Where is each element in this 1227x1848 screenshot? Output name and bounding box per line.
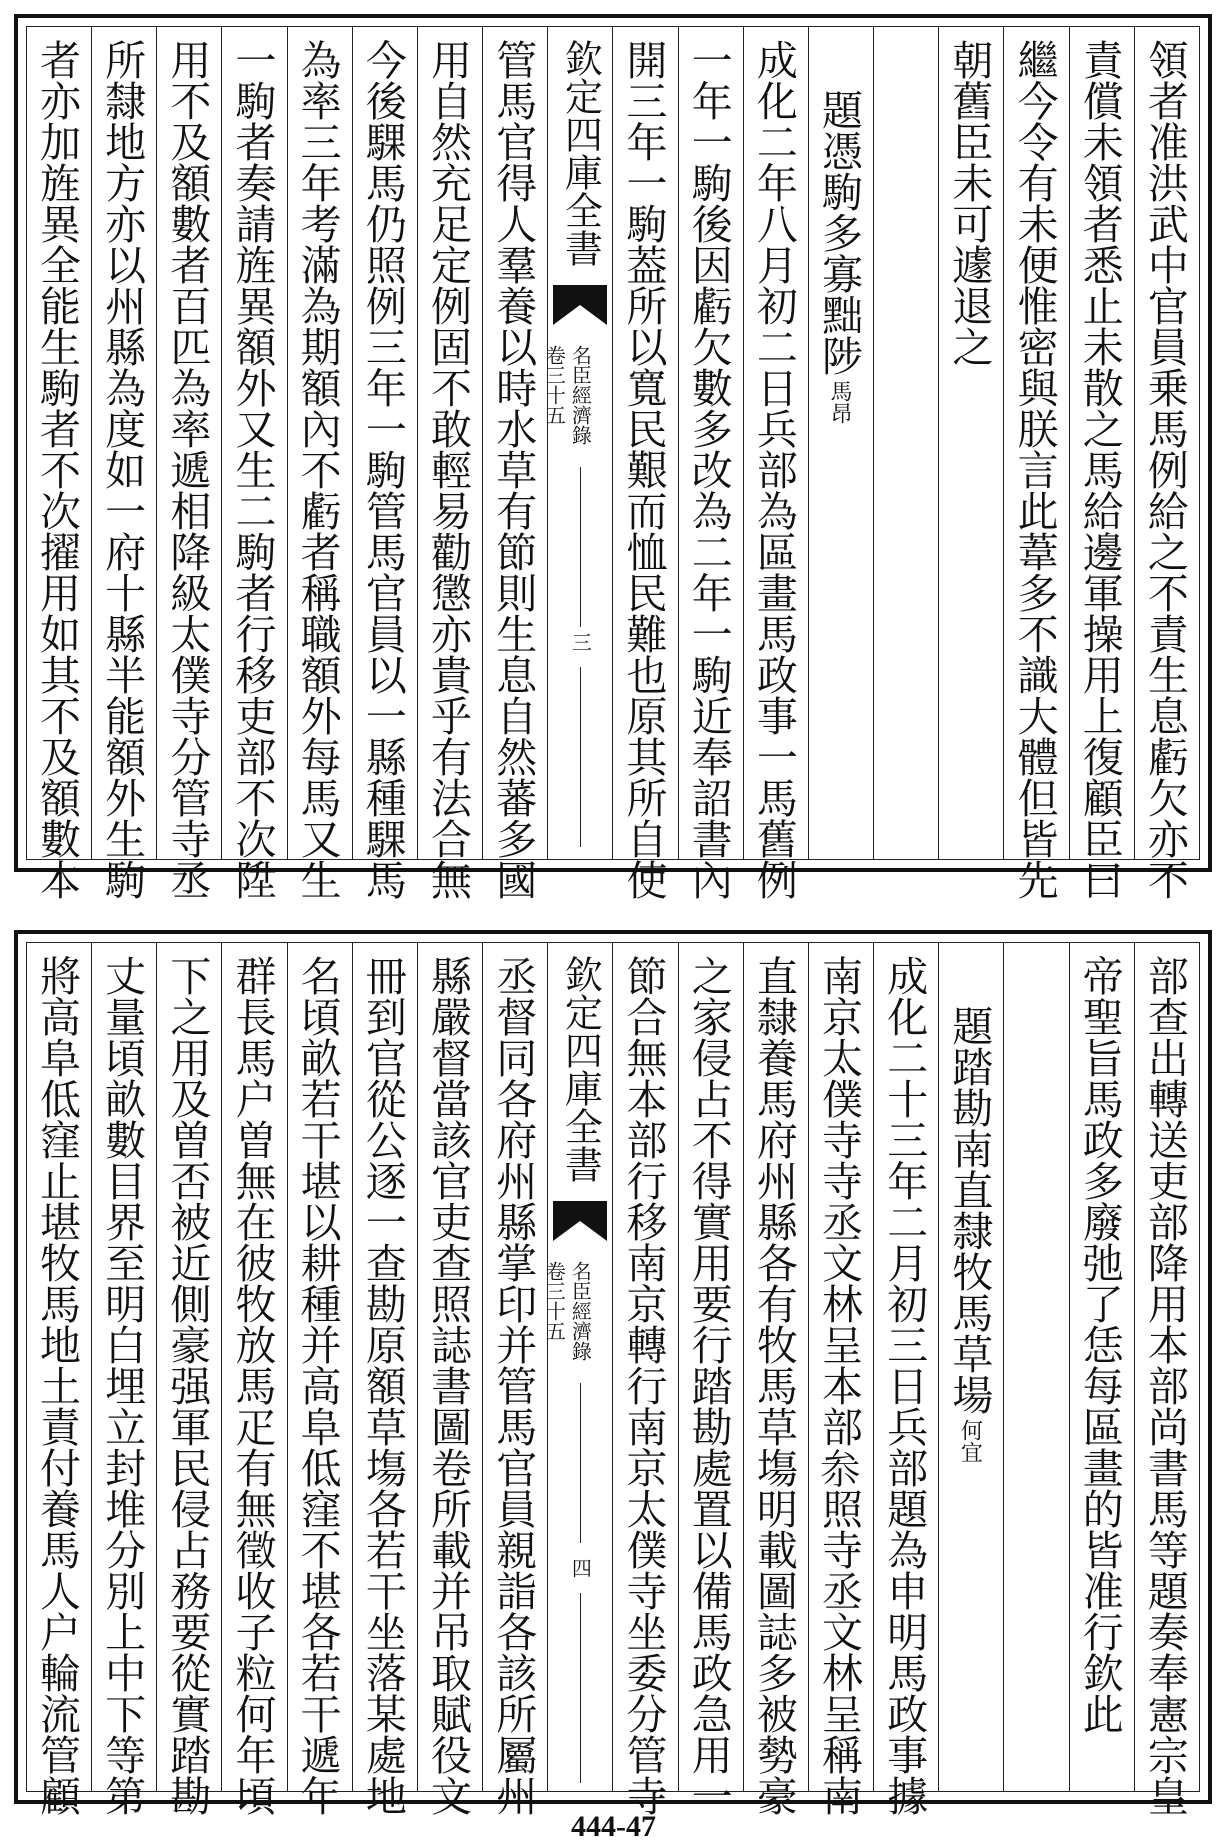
- page-spine: [542, 27, 612, 859]
- column-text: 將高阜低窪止堪牧馬地土責付養馬人户輪流管顧: [32, 955, 81, 1816]
- top-page-columns: [27, 27, 1199, 900]
- text-column: [873, 27, 938, 859]
- text-column: [27, 943, 91, 1816]
- text-column: [1003, 27, 1068, 900]
- section-author: 何宜: [957, 1419, 983, 1463]
- text-column: [1069, 943, 1134, 1791]
- text-column: [91, 27, 156, 900]
- text-column: [91, 943, 156, 1816]
- section-title: [815, 89, 864, 424]
- section-title-column: [938, 943, 1003, 1791]
- text-column: [1003, 943, 1068, 1791]
- text-column: [482, 27, 547, 900]
- column-text: 者亦加旌異全能生駒者不次擢用如其不及額數本: [32, 39, 81, 900]
- column-text: 用自然充足定例固不敢輕易勸懲亦貴乎有法合無: [424, 39, 473, 900]
- text-column: [808, 943, 873, 1816]
- column-text: 縣嚴督當該官吏查照誌書圖卷所載并吊取賦役文: [424, 955, 473, 1816]
- fish-tail-mark-icon: [553, 285, 607, 325]
- text-column: [1134, 27, 1199, 900]
- column-text: 用不及額數者百匹為率遞相降級太僕寺分管寺丞: [163, 39, 212, 900]
- text-column: [743, 27, 808, 900]
- bottom-page: [14, 930, 1212, 1816]
- column-text: 成化二年八月初二日兵部為區畫馬政事一馬舊例: [749, 39, 798, 900]
- page-number-mark: 三: [568, 632, 593, 652]
- top-page: [14, 14, 1212, 900]
- volume-label: 卷三十五: [542, 345, 567, 425]
- section-title-text: 題踏勘南直隸牧馬草場: [945, 1005, 994, 1415]
- text-column: [221, 943, 286, 1816]
- text-column: [612, 27, 677, 900]
- text-column: [417, 27, 482, 900]
- column-text: 領者准洪武中官員乗馬例給之不責生息虧欠亦不: [1140, 39, 1189, 900]
- footer-page-number: 444-47: [571, 1810, 656, 1843]
- text-column: [352, 27, 417, 900]
- column-text: 丞督同各府州縣掌印并管馬官員親詣各該所屬州: [489, 955, 538, 1816]
- text-column: [352, 943, 417, 1816]
- text-column: [938, 27, 1003, 859]
- column-text: 下之用及曽否被近側豪强軍民侵占務要從實踏勘: [163, 955, 212, 1816]
- text-column: [1069, 27, 1134, 900]
- text-column: [1134, 943, 1199, 1816]
- text-column: [156, 27, 221, 900]
- column-text: 節合無本部行移南京轉行南京太僕寺坐委分管寺: [619, 955, 668, 1816]
- column-text: 今後騍馬仍照例三年一駒管馬官員以一縣種騍馬: [358, 39, 407, 900]
- column-text: 為率三年考滿為期額內不虧者稱職額外每馬又生: [293, 39, 342, 900]
- column-text: 朝舊臣未可遽退之: [945, 39, 994, 367]
- spine-line: [580, 667, 581, 847]
- column-text: 繼今令有未便惟密與朕言此葦多不識大體但皆先: [1010, 39, 1059, 900]
- text-column: [873, 943, 938, 1816]
- column-text: 一年一駒後因虧欠數多改為二年一駒近奉詔書內: [684, 39, 733, 900]
- column-text: 所隸地方亦以州縣為度如一府十縣半能額外生駒: [98, 39, 147, 900]
- column-text: 一駒者奏請旌異額外又生二駒者行移吏部不次陞: [228, 39, 277, 900]
- column-text: 成化二十三年二月初三日兵部題為申明馬政事據: [880, 955, 929, 1816]
- text-column: [612, 943, 677, 1816]
- collection-title: 欽定四庫全書: [558, 39, 603, 267]
- page-number-mark: 四: [568, 1558, 593, 1578]
- column-text: 責償未領者悉止未散之馬給邊軍操用上復顧臣曰: [1075, 39, 1124, 900]
- text-column: [287, 27, 352, 900]
- column-text: 管馬官得人羣養以時水草有節則生息自然蕃多國: [489, 39, 538, 900]
- top-page-frame: [26, 26, 1200, 900]
- column-text: 名頃畝若干堪以耕種并高阜低窪不堪各若干遞年: [293, 955, 342, 1816]
- column-text: 直隸養馬府州縣各有牧馬草塲明載圖誌多被勢豪: [749, 955, 798, 1816]
- page-spine: [542, 943, 612, 1791]
- section-title-text: 題憑駒多寡黜陟: [815, 89, 864, 376]
- text-column: [417, 943, 482, 1816]
- text-column: [287, 943, 352, 1816]
- column-text: 南京太僕寺寺丞文林呈本部𠫭照寺丞文林呈稱南: [815, 955, 864, 1816]
- text-column: [678, 943, 743, 1816]
- column-text: 開三年一駒葢所以寬民艱而恤民難也原其所自使: [619, 39, 668, 900]
- book-title: 名臣經濟錄: [568, 345, 593, 445]
- column-text: 之家侵占不得實用要行踏勘處置以備馬政急用一: [684, 955, 733, 1816]
- spine-line: [580, 1593, 581, 1783]
- collection-title: 欽定四庫全書: [558, 955, 603, 1183]
- text-column: [156, 943, 221, 1816]
- text-column: [27, 27, 91, 900]
- column-text: 部查出轉送吏部降用本部尚書馬等題奏奉憲宗皇: [1140, 955, 1189, 1816]
- text-column: [221, 27, 286, 900]
- column-text: 帝聖旨馬政多廢弛了恁每區畫的皆准行欽此: [1075, 955, 1124, 1734]
- book-title: 名臣經濟錄: [568, 1261, 593, 1361]
- section-title-column: [808, 27, 873, 859]
- spine-line: [580, 1383, 581, 1543]
- column-text: 丈量頃畝數目界至明白埋立封堆分別上中下等第: [98, 955, 147, 1816]
- column-text: 冊到官從公逐一查勘原額草塲各若干坐落某處地: [358, 955, 407, 1816]
- volume-label: 卷三十五: [542, 1261, 567, 1341]
- text-column: [678, 27, 743, 900]
- section-author: 馬昂: [827, 380, 853, 424]
- bottom-page-frame: [26, 942, 1200, 1816]
- bottom-page-columns: [27, 943, 1199, 1816]
- section-title: [945, 1005, 994, 1463]
- text-column: [743, 943, 808, 1816]
- text-column: [482, 943, 547, 1816]
- spine-line: [580, 467, 581, 627]
- fish-tail-mark-icon: [553, 1201, 607, 1241]
- column-text: 群長馬户曽無在彼牧放馬疋有無徵收子粒何年頃: [228, 955, 277, 1816]
